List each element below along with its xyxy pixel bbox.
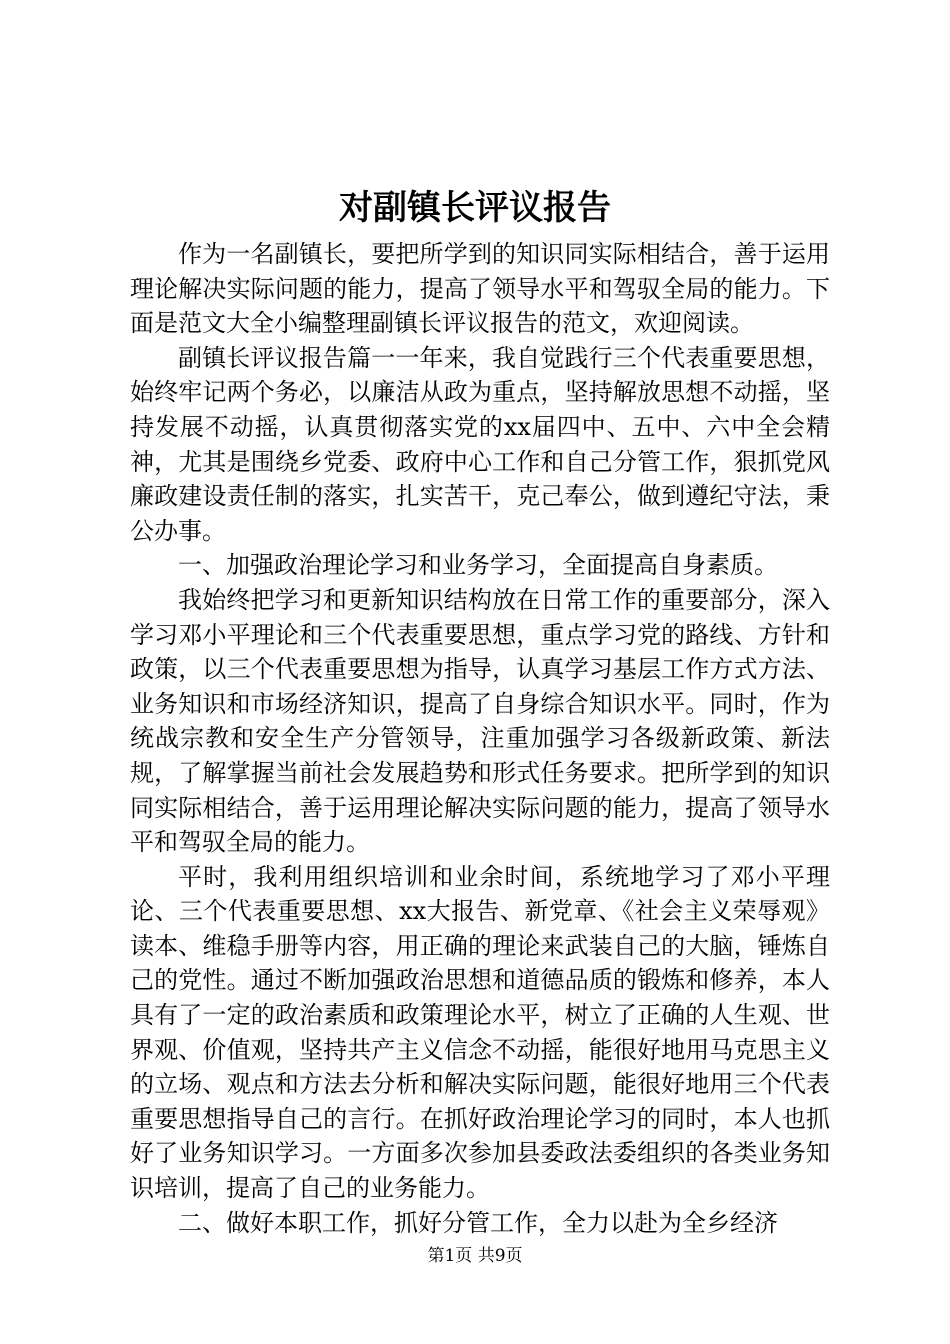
paragraph-study: 我始终把学习和更新知识结构放在日常工作的重要部分，深入学习邓小平理论和三个代表重要思想，重点学习党的路线、方针和政策，以三个代表重要思想为指导，认真学习基层工作方式方法、业务知识和市场经济知识，提高了自身综合知识水平。同时，作为统战宗教和安全生产分管领导，注重加强学习各级新政策、新法规，了解掌握当前社会发展趋势和形式任务要求。把所学到的知识同实际相结合，善于运用理论解决实际问题的能力，提高了领导水平和驾驭全局的能力。 [130, 585, 830, 857]
page-number: 第1页 共9页 [427, 1246, 523, 1266]
section-heading-two: 二、做好本职工作，抓好分管工作，全力以赴为全乡经济 [178, 1208, 778, 1237]
paragraph-training: 平时，我利用组织培训和业余时间，系统地学习了邓小平理论、三个代表重要思想、xx大报告、新党章、《社会主义荣辱观》读本、维稳手册等内容，用正确的理论来武装自己的大脑，锤炼自己的党性。通过不断加强政治思想和道德品质的锻炼和修养，本人具有了一定的政治素质和政策理论水平，树立了正确的人生观、世界观、价值观，坚持共产主义信念不动摇，能很好地用马克思主义的立场、观点和方法去分析和解决实际问题，能很好地用三个代表重要思想指导自己的言行。在抓好政治理论学习的同时，本人也抓好了业务知识学习。一方面多次参加县委政法委组织的各类业务知识培训，提高了自己的业务能力。 [130, 862, 830, 1203]
section-heading-one: 一、加强政治理论学习和业务学习，全面提高自身素质。 [178, 551, 778, 580]
document-title: 对副镇长评议报告 [339, 188, 611, 228]
paragraph-report-one: 副镇长评议报告篇一一年来，我自觉践行三个代表重要思想，始终牢记两个务必，以廉洁从政为重点，坚持解放思想不动摇，坚持发展不动摇，认真贯彻落实党的xx届四中、五中、六中全会精神，尤其是围绕乡党委、政府中心工作和自己分管工作，狠抓党风廉政建设责任制的落实，扎实苦干，克己奉公，做到遵纪守法，秉公办事。 [130, 343, 830, 545]
document-body [130, 237, 830, 1240]
paragraph-intro: 作为一名副镇长，要把所学到的知识同实际相结合，善于运用理论解决实际问题的能力，提高了领导水平和驾驭全局的能力。下面是范文大全小编整理副镇长评议报告的范文，欢迎阅读。 [130, 240, 830, 338]
